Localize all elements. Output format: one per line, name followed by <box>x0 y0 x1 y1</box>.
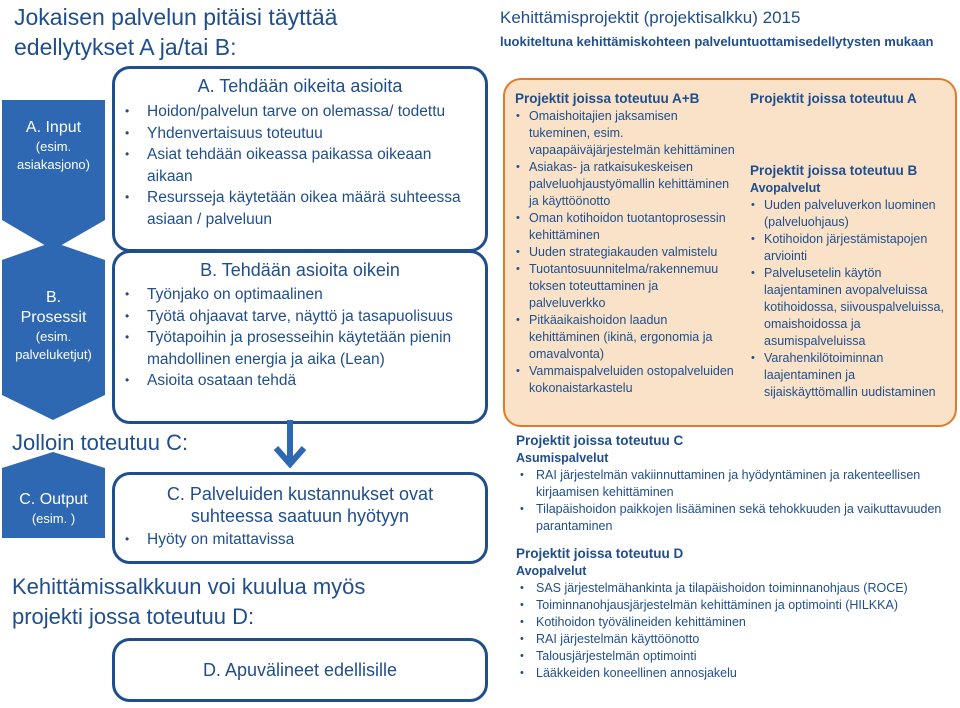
d-subsection: Avopalvelut <box>516 564 587 578</box>
ab-heading: Projektit joissa toteutuu A+B <box>515 91 700 106</box>
box-b-title: B. Tehdään asioita oikein <box>200 260 400 280</box>
box-d-title: D. Apuvälineet edellisille <box>202 660 398 680</box>
process-label-1: B. <box>45 289 62 306</box>
page-title-line2: edellytykset A ja/tai B: <box>14 34 237 60</box>
box-c-title <box>115 483 485 527</box>
box-c-list <box>115 529 485 551</box>
portfolio-d-heading-2: projekti jossa toteutuu D: <box>12 604 255 629</box>
d-list <box>516 580 952 682</box>
box-c-item: • Hyöty on mitattavissa <box>115 529 485 551</box>
portfolio-d-heading-1: Kehittämissalkkuun voi kuulua myös <box>12 574 366 599</box>
ab-item: • Omaishoitajien jaksamisen tukeminen, esim. vapaapäiväjärjestelmän kehittäminen <box>515 108 737 159</box>
c-item: • Tilapäishoidon paikkojen lisääminen sekä tehokkuuden ja vaikuttavuuden parantaminen <box>516 501 952 535</box>
page-title <box>14 2 337 62</box>
d-item: • Kotihoidon työvälineiden kehittäminen <box>516 614 952 631</box>
d-item: • Talousjärjestelmän optimointi <box>516 648 952 665</box>
ab-item: • Uuden strategiakauden valmistelu <box>515 244 737 261</box>
c-heading: Projektit joissa toteutuu C <box>516 433 684 448</box>
process-sub-1: (esim. <box>35 329 72 344</box>
box-d <box>112 638 488 702</box>
b-heading: Projektit joissa toteutuu B <box>750 163 918 178</box>
box-b-item: • Asioita osataan tehdä <box>115 370 477 392</box>
ab-column <box>515 90 737 397</box>
box-c <box>112 472 488 564</box>
c-item: • RAI järjestelmän vakiinnuttaminen ja hyödyntäminen ja rakenteellisen kirjaamisen kehittäminen <box>516 467 952 501</box>
box-b-item: • Työtapoihin ja prosesseihin käytetään pienin mahdollinen energia ja aika (Lean) <box>115 327 477 370</box>
portfolio-subtitle: luokiteltuna kehittämiskohteen palveluntuottamisedellytysten mukaan <box>500 34 934 49</box>
ab-item: • Vammaispalveluiden ostopalveluiden kokonaistarkastelu <box>515 363 737 397</box>
d-item: • RAI järjestelmän käyttöönotto <box>516 631 952 648</box>
b-item: • Palvelusetelin käytön laajentaminen avopalveluissa kotihoidossa, siivouspalveluissa, omaishoidossa ja asumispalveluissa <box>750 265 948 350</box>
box-b-item: • Työnjako on optimaalinen <box>115 284 477 306</box>
box-a-item: • Yhdenvertaisuus toteutuu <box>115 123 477 145</box>
box-c-title-1: C. Palveluiden kustannukset ovat <box>166 484 434 504</box>
process-sub-2: palveluketjut) <box>15 347 92 362</box>
b-column <box>750 162 948 401</box>
input-sub-2: asiakasjono) <box>17 157 90 172</box>
d-section <box>516 545 952 682</box>
output-label: C. Output <box>19 491 88 508</box>
input-label: A. Input <box>25 119 82 136</box>
box-a-list <box>115 101 485 230</box>
box-a-title: A. Tehdään oikeita asioita <box>197 76 403 96</box>
output-sub: (esim. ) <box>31 511 76 526</box>
ab-item: • Oman kotihoidon tuotantoprosessin kehittäminen <box>515 210 737 244</box>
c-section <box>516 432 952 535</box>
b-item: • Uuden palveluverkon luominen (palveluohjaus) <box>750 197 948 231</box>
box-b-list <box>115 284 485 392</box>
box-b <box>112 250 488 424</box>
box-a-item: • Resursseja käytetään oikea määrä suhteessa asiaan / palveluun <box>115 187 477 230</box>
b-item: • Kotihoidon järjestämistapojen arviointi <box>750 231 948 265</box>
process-arrow <box>2 288 105 364</box>
b-item: • Varahenkilötoiminnan laajentaminen ja sijaiskäyttömallin uudistaminen <box>750 350 948 401</box>
portfolio-d-heading <box>12 572 365 632</box>
ab-item: • Pitkäaikaishoidon laadun kehittäminen (ikinä, ergonomia ja omavalvonta) <box>515 312 737 363</box>
d-heading: Projektit joissa toteutuu D <box>516 546 684 561</box>
ab-item: • Asiakas- ja ratkaisukeskeisen palveluohjaustyömallin kehittäminen ja käyttöönotto <box>515 159 737 210</box>
box-a-item: • Hoidon/palvelun tarve on olemassa/ todettu <box>115 101 477 123</box>
process-label-2: Prosessit <box>20 309 87 326</box>
box-a <box>112 66 488 252</box>
d-item: • Toiminnanohjausjärjestelmän kehittäminen ja optimointi (HILKKA) <box>516 597 952 614</box>
d-item: • Lääkkeiden koneellinen annosjakelu <box>516 665 952 682</box>
a-heading: Projektit joissa toteutuu A <box>750 91 917 106</box>
page-title-line1: Jokaisen palvelun pitäisi täyttää <box>14 4 338 30</box>
box-b-item: • Työtä ohjaavat tarve, näyttö ja tasapuolisuus <box>115 306 477 328</box>
then-heading: Jolloin toteutuu C: <box>12 430 189 455</box>
down-arrow-icon <box>270 420 310 472</box>
ab-item: • Tuotantosuunnitelma/rakennemuu toksen toteuttaminen ja palveluverkko <box>515 261 737 312</box>
b-list <box>750 197 948 401</box>
box-c-title-2: suhteessa saatuun hyötyyn <box>190 506 410 526</box>
portfolio-title: Kehittämisprojektit (projektisalkku) 2015 <box>500 8 801 27</box>
c-subsection: Asumispalvelut <box>516 451 609 465</box>
input-sub-1: (esim. <box>35 139 72 154</box>
box-a-item: • Asiat tehdään oikeassa paikassa oikeaan aikaan <box>115 144 477 187</box>
input-arrow <box>2 118 105 174</box>
d-item: • SAS järjestelmähankinta ja tilapäishoidon toiminnanohjaus (ROCE) <box>516 580 952 597</box>
output-arrow <box>2 490 105 528</box>
c-list <box>516 467 952 535</box>
b-section: Avopalvelut <box>750 181 821 195</box>
ab-list <box>515 108 737 397</box>
